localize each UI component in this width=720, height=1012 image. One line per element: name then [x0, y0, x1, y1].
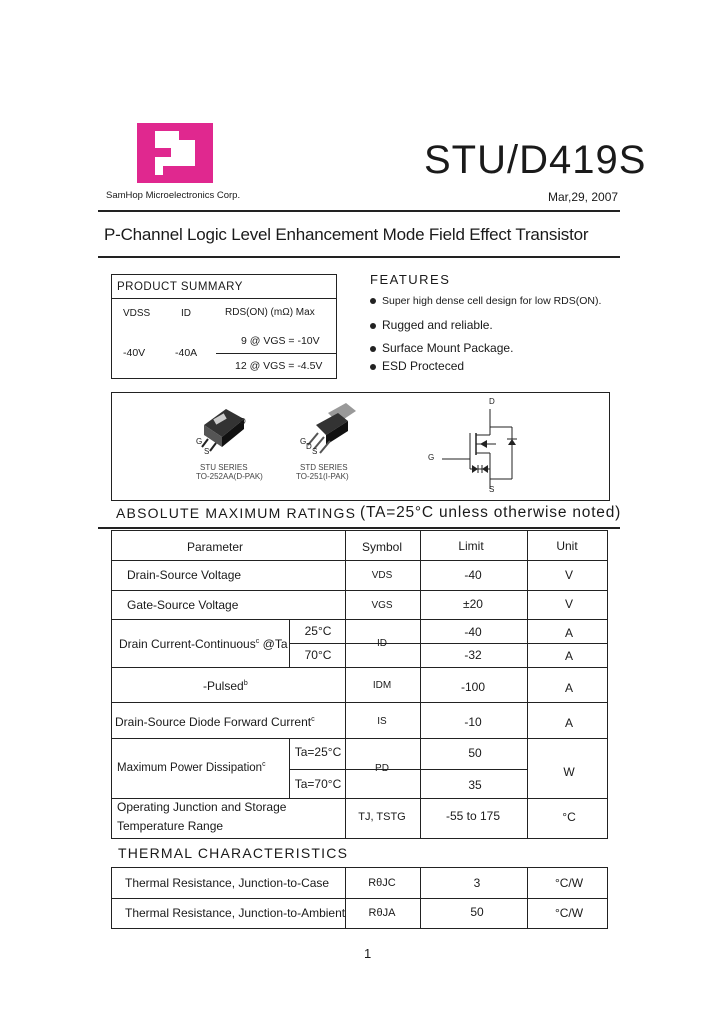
abs-max-note: (TA=25°C unless otherwise noted) — [360, 504, 622, 521]
row-tj-param-2: Temperature Range — [117, 819, 224, 833]
row-vgs-limit: ±20 — [463, 597, 483, 611]
stu-series-label: STU SERIES — [200, 463, 248, 472]
dpak-package-image — [192, 403, 262, 458]
package-diagram-box — [111, 392, 610, 501]
row-vgs-unit: V — [564, 597, 574, 611]
row-pd-limit-1: 50 — [468, 746, 482, 760]
row-vgs-symbol: VGS — [371, 600, 393, 611]
row-id-cond-1: 25°C — [304, 624, 332, 638]
row-vgs-param: Gate-Source Voltage — [127, 598, 239, 612]
stu-package-label: TO-252AA(D-PAK) — [196, 472, 263, 481]
summary-col-vdss: VDSS — [123, 308, 151, 319]
feature-item: Surface Mount Package. — [370, 341, 513, 355]
company-logo — [137, 123, 213, 183]
thermal-row-jc-limit: 3 — [473, 876, 481, 890]
ipak-pin-s: S — [312, 447, 318, 456]
row-vds-symbol: VDS — [371, 570, 393, 581]
feature-item: Super high dense cell design for low RDS(ON). — [370, 295, 601, 307]
row-id-limit-2: -32 — [464, 648, 482, 662]
thermal-row-ja-symbol: RθJA — [368, 907, 396, 919]
dpak-pin-s: S — [204, 447, 210, 456]
row-vds-limit: -40 — [464, 568, 482, 582]
thermal-table — [111, 867, 608, 929]
thermal-heading: THERMAL CHARACTERISTICS — [118, 845, 349, 861]
row-id-param: Drain Current-Continuous$^c$ @Ta — [119, 636, 288, 651]
summary-vdss-value: -40V — [123, 347, 146, 359]
features-heading: FEATURES — [370, 272, 451, 287]
document-title: P-Channel Logic Level Enhancement Mode Field Effect Transistor — [104, 225, 589, 244]
std-series-label: STD SERIES — [300, 463, 348, 472]
thermal-row-jc-symbol: RθJC — [368, 877, 396, 889]
row-tj-limit: -55 to 175 — [445, 809, 501, 823]
summary-heading: PRODUCT SUMMARY — [117, 281, 243, 293]
summary-rds-2: 12 @ VGS = -4.5V — [235, 360, 323, 372]
col-header-unit: Unit — [556, 539, 578, 553]
std-package-label: TO-251(I-PAK) — [296, 472, 349, 481]
ipak-pin-d: D — [306, 442, 312, 451]
row-is-param: Drain-Source Diode Forward Current$^c$ — [115, 714, 315, 729]
col-header-symbol: Symbol — [361, 540, 403, 554]
row-pd-unit: W — [563, 765, 575, 779]
schematic-pin-s: S — [489, 485, 495, 494]
row-vds-unit: V — [564, 568, 574, 582]
summary-col-rds: RDS(ON) (mΩ) Max — [225, 307, 315, 318]
row-tj-symbol: TJ, TSTG — [358, 811, 406, 823]
row-pd-param: Maximum Power Dissipation$^c$ — [117, 761, 266, 774]
row-idm-param: -Pulsed$^b$ — [203, 678, 248, 693]
row-vds-param: Drain-Source Voltage — [127, 568, 242, 582]
abs-max-heading: ABSOLUTE MAXIMUM RATINGS — [116, 505, 357, 521]
row-tj-unit: °C — [562, 810, 576, 824]
ipak-pin-g: G — [300, 437, 307, 446]
feature-item: ESD Procteced — [370, 359, 464, 373]
row-is-unit: A — [564, 716, 574, 730]
row-id-unit-1: A — [564, 626, 574, 640]
row-tj-param-1: Operating Junction and Storage — [117, 800, 287, 814]
product-summary-table — [111, 274, 337, 379]
row-pd-cond-2: Ta=70°C — [294, 777, 342, 791]
row-id-symbol: ID — [377, 638, 387, 649]
row-pd-cond-1: Ta=25°C — [294, 745, 342, 759]
thermal-row-ja-unit: °C/W — [554, 906, 584, 920]
row-pd-symbol: PD — [375, 763, 389, 774]
row-idm-limit: -100 — [460, 680, 486, 694]
abs-max-table — [111, 530, 608, 840]
summary-id-value: -40A — [175, 347, 198, 359]
summary-rds-1: 9 @ VGS = -10V — [241, 335, 320, 347]
thermal-row-jc-param: Thermal Resistance, Junction-to-Case — [125, 876, 330, 890]
col-header-limit: Limit — [458, 539, 484, 553]
row-id-limit-1: -40 — [464, 625, 482, 639]
row-id-cond-2: 70°C — [304, 648, 332, 662]
schematic-pin-d: D — [489, 397, 495, 406]
row-is-symbol: IS — [377, 716, 387, 727]
company-name: SamHop Microelectronics Corp. — [106, 190, 241, 201]
feature-item: Rugged and reliable. — [370, 318, 493, 332]
dpak-pin-g: G — [196, 437, 203, 446]
thermal-row-ja-limit: 50 — [470, 905, 484, 919]
row-id-unit-2: A — [564, 649, 574, 663]
revision-date: Mar,29, 2007 — [548, 190, 619, 204]
mosfet-schematic — [432, 397, 542, 497]
row-idm-unit: A — [564, 681, 574, 695]
dpak-pin-d: D — [240, 417, 246, 426]
summary-col-id: ID — [181, 308, 191, 319]
schematic-pin-g: G — [428, 453, 435, 462]
thermal-row-jc-unit: °C/W — [554, 876, 584, 890]
row-is-limit: -10 — [464, 715, 482, 729]
thermal-row-ja-param: Thermal Resistance, Junction-to-Ambient — [125, 906, 346, 920]
ipak-package-image — [298, 401, 368, 461]
page-number: 1 — [364, 946, 372, 961]
col-header-parameter: Parameter — [186, 540, 244, 554]
row-idm-symbol: IDM — [372, 680, 392, 691]
row-pd-limit-2: 35 — [468, 778, 482, 792]
part-number: STU/D419S — [424, 138, 647, 182]
